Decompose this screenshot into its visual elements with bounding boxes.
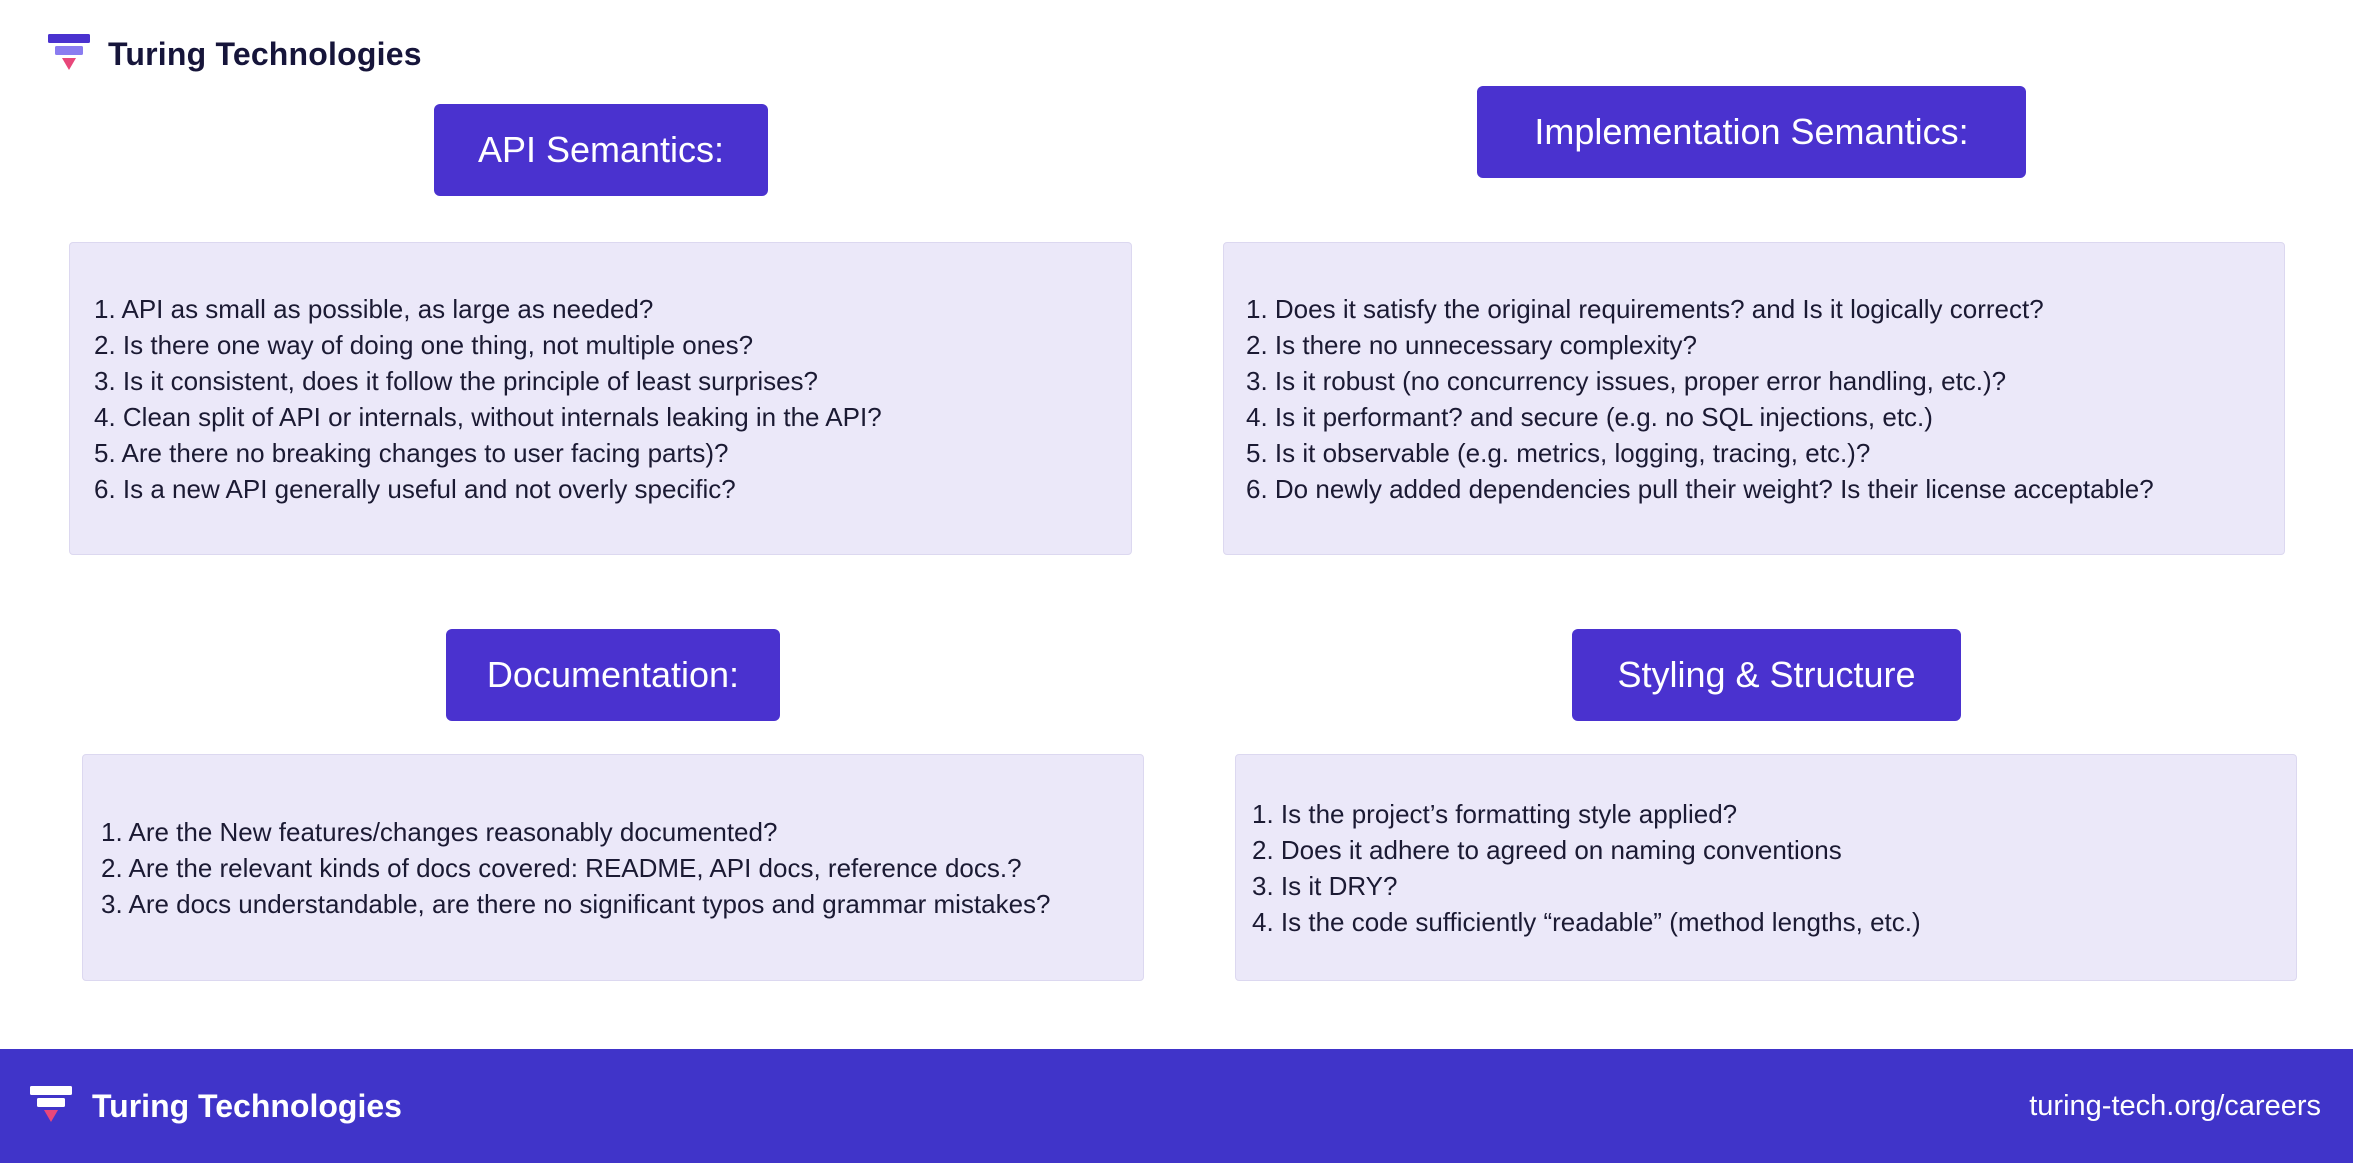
list-item: 5. Is it observable (e.g. metrics, logging, tracing, etc.)? (1246, 437, 1871, 468)
list-item: 5. Are there no breaking changes to user facing parts)? (94, 437, 729, 468)
funnel-logo-icon (30, 1086, 72, 1126)
header-brand (48, 34, 422, 74)
careers-link[interactable]: turing-tech.org/careers (2029, 1089, 2321, 1122)
list-item: 4. Clean split of API or internals, without internals leaking in the API? (94, 401, 882, 432)
list-item: 4. Is the code sufficiently “readable” (method lengths, etc.) (1252, 906, 1921, 937)
list-item: 6. Is a new API generally useful and not overly specific? (94, 473, 736, 504)
brand-name: Turing Technologies (108, 35, 422, 72)
list-item: 4. Is it performant? and secure (e.g. no SQL injections, etc.) (1246, 401, 1933, 432)
list-item: 6. Do newly added dependencies pull their weight? Is their license acceptable? (1246, 473, 2154, 504)
list-item: 1. Does it satisfy the original requirements? and Is it logically correct? (1246, 293, 2044, 324)
api-semantics-heading: API Semantics: (434, 104, 768, 196)
documentation-card (82, 754, 1144, 981)
styling-structure-heading: Styling & Structure (1572, 629, 1961, 721)
funnel-logo-icon (48, 34, 90, 74)
footer (0, 1049, 2353, 1163)
documentation-heading: Documentation: (446, 629, 780, 721)
list-item: 2. Does it adhere to agreed on naming conventions (1252, 834, 1842, 865)
list-item: 2. Is there one way of doing one thing, not multiple ones? (94, 329, 754, 360)
list-item: 2. Are the relevant kinds of docs covered: README, API docs, reference docs.? (101, 852, 1022, 883)
footer-brand (30, 1086, 402, 1126)
list-item: 1. Is the project’s formatting style applied? (1252, 798, 1738, 829)
documentation-list (101, 814, 1051, 922)
api-semantics-list (94, 291, 882, 507)
implementation-semantics-card (1223, 242, 2285, 555)
footer-brand-name: Turing Technologies (92, 1087, 402, 1124)
styling-structure-card (1235, 754, 2297, 981)
api-semantics-card (69, 242, 1132, 555)
styling-structure-list (1252, 796, 1921, 940)
list-item: 3. Is it DRY? (1252, 870, 1398, 901)
list-item: 2. Is there no unnecessary complexity? (1246, 329, 1697, 360)
list-item: 3. Are docs understandable, are there no significant typos and grammar mistakes? (101, 888, 1051, 919)
list-item: 3. Is it consistent, does it follow the principle of least surprises? (94, 365, 819, 396)
list-item: 1. Are the New features/changes reasonably documented? (101, 816, 778, 847)
list-item: 3. Is it robust (no concurrency issues, proper error handling, etc.)? (1246, 365, 2007, 396)
implementation-semantics-heading: Implementation Semantics: (1477, 86, 2026, 178)
implementation-semantics-list (1246, 291, 2154, 507)
list-item: 1. API as small as possible, as large as needed? (94, 293, 654, 324)
